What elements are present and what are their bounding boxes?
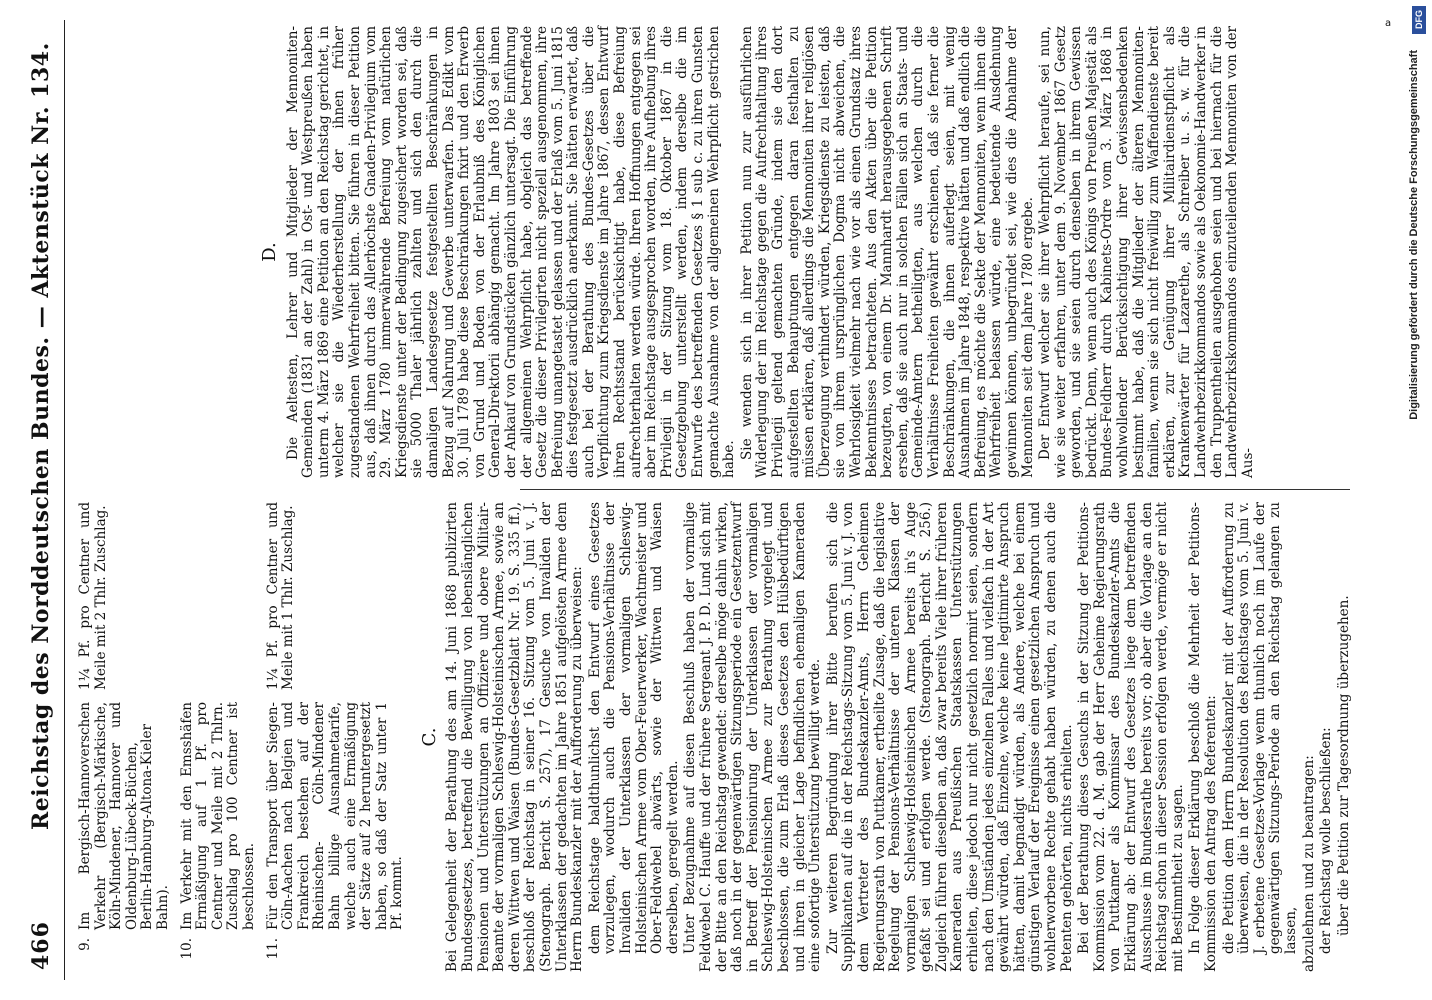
section-label-c: C. [418,727,440,747]
section-c-paragraph: dem Reichstage baldthunlichst den Entwurf eines Gesetzes vorzulegen, wodurch auch die Pensions-Verhältnisse der Invaliden der Unterklassen der vormaligen Schleswig-Holsteinischen Armee vom Ober-Feuerwerker, Wachtmeister und Ober-Feldwebel abwärts, sowie der Wittwen und Waisen derselben, geregelt werden. [586,502,681,954]
section-c-paragraph: In Folge dieser Erklärung beschloß die Mehrheit der Petitions-Kommission den Antrag des Referenten: [1187,502,1219,972]
dfg-logo-icon: DFG [1412,6,1426,34]
tariff-item-description: Im Bergisch-Hannoverschen Verkehr (Bergisch-Märkische, Köln-Mindener, Hannover und Oldenburg-Lübeck-Büchen, Berlin-Hamburg-Altona-Kieler Bahn). [77,702,171,930]
section-c-paragraph: Bei der Berathung dieses Gesuchs in der Sitzung der Petitions-Kommission vom 22. d. M. gab der Herr Geheime Regierungsrath von Puttkamer als Kommissar des Bundeskanzler-Amts die Erklärung ab: der Entwurf des Gesetzes liege dem betreffenden Ausschusse im Bundesrathe bereits vor; ob aber die Vorlage an den Reichstag schon in dieser Session erfolgen werde, vermöge er nicht mit Bestimmtheit zu sagen. [1076,502,1186,972]
section-c-paragraph: Zur weiteren Begründung ihrer Bitte berufen sich die Supplikanten auf die in der Reichstags-Sitzung vom 5. Juni v. J. von dem Vertreter des Bundeskanzler-Amts, Herrn Geheimen Regierungsrath von Puttkamer, ertheilte Zusage, daß die legislative Regelung der Pensions-Verhältnisse der unteren Klassen der vormaligen Schleswig-Holsteinischen Armee bereits in's Auge gefaßt sei und erfolgen werde. (Stenograph. Bericht S. 256.) Zugleich führen dieselben an, daß zwar bereits Viele ihrer früheren Kameraden aus Preußischen Staatskassen Unterstützungen erhielten, diese jedoch nur nicht gesetzlich normirt seien, sondern nach den Umständen jedes einzelnen Falles und vielfach in der Art gewährt würden, daß Einzelne, welche keine legitimirte Anspruch hätten, damit begnadigt würden, als Andere, welche bei einem günstigen Verlauf der Ereignisse einen gesetzlichen Anspruch und wohlerworbene Rechte gehabt haben würden, zu denen auch die Petenten gehörten, nichts erhielten. [824,502,1075,972]
tariff-row [180,502,262,972]
tariff-item-number: 9. [77,938,93,951]
tariff-item-value: 1¼ Pf. pro Centner und Meile mit 1 Thlr. Zuschlag. [264,502,297,690]
tariff-item-description: Im Verkehr mit den Emsshäfen Ermäßigung auf 1 Pf. pro Centner und Meile mit 2 Thlrn. Zuschlag pro 100 Centner ist beschlossen. [178,702,257,930]
running-title: Reichstag des Norddeutschen Bundes. — Aktenstück Nr. 134. [28,42,54,830]
tariff-row [78,502,176,972]
section-label-d: D. [259,242,280,262]
section-c-paragraph: Unter Bezugnahme auf diesen Beschluß haben der vormalige Feldwebel C. Hauffe und der frühere Sergeant J. P. D. Lund sich mit der Bitte an den Reichstag gewendet: derselbe möge dahin wirken, daß noch in der gegenwärtigen Sitzungsperiode ein Gesetzentwurf in Betreff der Pensionirung der Unterklassen der vormaligen Schleswig-Holsteinischen Armee zur Berathung vorgelegt und beschlossen, die zum Erlaß dieses Gesetzes den Hülsbedürftigen und ihren in gleicher Lage befindlichen ehemaligen Kameraden eine sofortige Unterstützung bewilligt werde. [682,502,824,972]
page-number: 466 [28,921,54,970]
tariff-item [78,702,172,972]
tariff-item [180,702,258,972]
column-divider [520,489,1350,490]
section-c-paragraph: die Petition dem Herrn Bundeskanzler mit der Aufforderung zu überweisen, die in der Resolution des Reichstages vom 5. Juni v. J. erbetene Gesetzes-Vorlage wenn thunlich noch im Laufe der gegenwärtigen Sitzungs-Periode an den Reichstag gelangen zu lassen, [1220,502,1299,954]
page-header [20,20,65,980]
section-c-paragraph: über die Petition zur Tagesordnung überzugehen. [1335,595,1352,936]
tariff-item-number: 10. [178,938,195,960]
section-d-paragraph: Der Entwurf welcher sie ihrer Wehrpflicht heraufe, sei nun, wie sie weiter erfahren, unter dem 9. November 1867 Gesetz geworden, und sie seien durch denselben in ihrem Gewissen bedrückt. Denn, wenn auch des Königs von Preußen Majestät als Bundes-Feldherr durch Kabinets-Ordre vom 3. März 1868 in wohlwollender Berücksichtigung ihrer Gewissensbedenken bestimmt habe, daß die Mitglieder der älteren Mennoniten-familien, wenn sie sich nicht freiwillig zum Waffendienste bereit erklären, zur Genügung ihrer Militairdienstpflicht als Krankenwärter für Lazarethe, als Schreiber u. s. w. für die Landwehrbezirkkommandos sowie als Oekonomie-Handwerker in den Truppentheilen ausgehoben seien und bei hiernach für die Landwehrbezirkskommandos einzuteilenden Mennoniten von der Aus- [1037,26,1256,478]
dfg-credit-strip [1408,10,1428,990]
document-page [20,20,1350,980]
tariff-item-value: 1¼ Pf. pro Centner und Meile mit 2 Thlr. Zuschlag. [77,502,109,690]
section-c-paragraph: der Reichstag wolle beschließen: [1318,727,1335,954]
tariff-item-value [180,502,262,702]
dfg-credit-text: Digitalisierung gefördert durch die Deutsche Forschungsgemeinschaft [1408,50,1420,420]
left-column [78,502,1354,972]
section-c-paragraph: Bei Gelegenheit der Berathung des am 14. Juni 1868 publizirten Bundesgesetzes, betreffend die Bewilligung von lebenslänglichen Pensionen und Unterstützungen an Offiziere und obere Militair-Beamte der vormaligen Schleswig-Holsteinischen Armee, sowie an deren Wittwen und Waisen (Bundes-Gesetzblatt Nr. 19. S. 335 ff.), beschloß der Reichstag in seiner 16. Sitzung vom 5. Juni v. J. (Stenograph. Bericht S. 257), 17 Gesuche von Invaliden der Unterklassen der gedachten im Jahre 1851 aufgelösten Armee dem Herrn Bundeskanzler mit der Aufforderung zu überweisen: [444,502,586,972]
tariff-item-description: Für den Transport über Siegen-Cöln-Aachen nach Belgien und Frankreich bestehen auf der Rheinischen- Cöln-Mindener Bahn billige Ausnahmetarife, welche auch eine Ermäßigung der Sätze auf 2 heruntergesetzt haben, so daß der Satz unter 1 Pf. kommt. [264,702,406,930]
tariff-item [266,702,406,972]
section-c-paragraph: abzulehnen und zu beantragen: [1300,755,1317,972]
tariff-row [266,502,410,972]
corner-mark: a [1385,18,1392,29]
section-d-paragraph: Die Aeltesten, Lehrer und Mitglieder der Mennoniten-Gemeinden (1831 an der Zahl) in Ost- und Westpreußen haben unterm 4. März 1869 eine Petition an den Reichstag gerichtet, in welcher sie die Wiederherstellung der ihnen früher zugestandenen Wehrfreiheit bitten. Sie führen in dieser Petition aus, daß ihnen durch das Allerhöchste Gnaden-Privilegium vom 29. März 1780 immerwährende Befreiung vom natürlichen Kriegsdienste unter der Bedingung zugesichert worden sei, daß sie 5000 Thaler jährlich zahlten und sich den durch die damaligen Landesgesetze festgestellten Beschränkungen in Bezug auf Nahrung und Gewerbe unterwarfen. Das Edikt vom 30. Juli 1789 habe diese Beschränkungen fixirt und den Erwerb von Grund und Boden von der Erlaubniß des Königlichen General-Direktorii abhängig gemacht. Im Jahre 1803 sei ihnen der Ankauf von Grundstücken gänzlich untersagt. Die Einführung der allgemeinen Wehrpflicht habe, obgleich das betreffende Gesetz die dieser Privilegirten nicht speziell ausgenommen, ihre Befreiung unangetastet gelassen und der Erlaß vom 5. Juni 1815 dies festgesetzt ausdrücklich anerkannt. Sie hätten erwartet, daß auch bei der Berathung des Bundes-Gesetzes über die Verpflichtung zum Kriegsdienste im Jahre 1867, dessen Entwurf ihren Rechtsstand berücksichtigt habe, diese Befreiung aufrechterhalten werden würde. Ihren Hoffnungen entgegen sei aber im Reichstage ausgesprochen worden, ihre Aufhebung ihres Privilegii in der Sitzung vom 18. Oktober 1867 in die Gesetzgebung unterstellt werden, indem derselbe die im Entwurfe des betreffenden Gesetzes § 1 sub c. zu ihren Gunsten gemachte Ausnahme von der allgemeinen Wehrpflicht gestrichen habe. [284,26,738,478]
tariff-item-number: 11. [264,938,281,960]
right-column [250,26,1258,478]
section-d-paragraph: Sie wenden sich in ihrer Petition nun zur ausführlichen Widerlegung der im Reichstage gegen die Aufrechthaltung ihres Privilegii geltend gemachten Gründe, indem sie den dort aufgestellten Behauptungen entgegen daran festhalten zu müssen erklären, daß allerdings die Mennoniten ihrer religiösen Überzeugung verhindert würden, Kriegsdienste zu leisten, daß sie von ihrem ursprünglichen Dogma nicht abweichen, die Wehrlosigkeit vielmehr nach wie vor als einen Grundsatz ihres Bekenntnisses betrachteten. Aus den Akten über die Petition bezeugten, von einem Dr. Mannhardt herausgegebenen Schrift ersehen, daß sie auch nur in solchen Fällen sich an Staats- und Gemeinde-Ämtern betheiligten, aus welchen durch die Verhältnisse Freiheiten gewährt erschienen, daß sie ferner die Beschränkungen, die ihnen auferlegt seien, mit wenig Ausnahmen im Jahre 1848, respektive hätten und daß endlich die Befreiung, es möchte die Sekte der Mennoniten, wenn ihnen die Wehrfreiheit belassen würde, eine bedeutende Ausdehnung gewinnen können, unbegründet sei, wie dies die Abnahme der Mennoniten seit dem Jahre 1780 ergebe. [738,26,1036,478]
